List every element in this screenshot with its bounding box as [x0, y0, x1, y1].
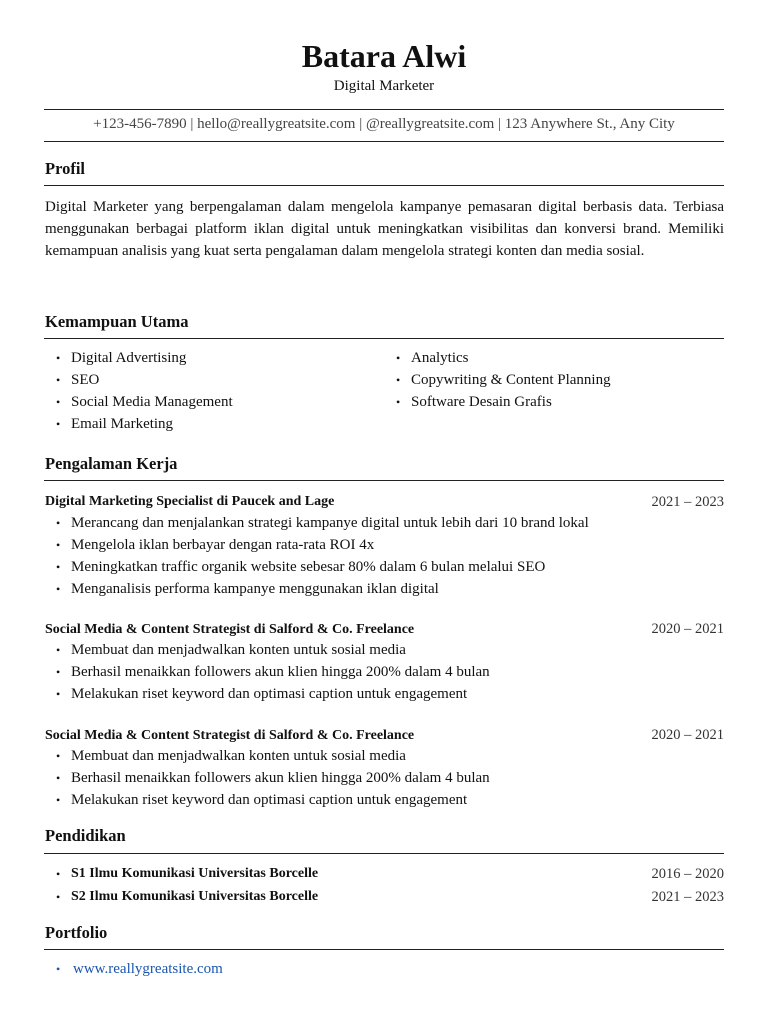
section-divider-experience [44, 480, 724, 481]
job-title: Social Media & Content Strategist di Salford & Co. Freelance [45, 622, 415, 637]
education-name: S2 Ilmu Komunikasi Universitas Borcelle [71, 889, 319, 904]
job-bullet: • Meningkatkan traffic organik website sebesar 80% dalam 6 bulan melalui SEO [45, 556, 589, 578]
section-title-experience: Pengalaman Kerja [45, 454, 178, 473]
job-bullet: • Mengelola iklan berbayar dengan rata-rata ROI 4x [45, 534, 589, 556]
job-bullets [45, 745, 490, 811]
section-title-skills: Kemampuan Utama [45, 312, 189, 331]
section-title-profil: Profil [45, 159, 86, 178]
job-bullet: • Melakukan riset keyword dan optimasi caption untuk engagement [45, 683, 490, 705]
skill-item: • SEO [45, 369, 233, 391]
section-title-education: Pendidikan [45, 826, 126, 845]
job-bullet: • Melakukan riset keyword dan optimasi caption untuk engagement [45, 789, 490, 811]
skill-item: • Email Marketing [45, 413, 233, 435]
job-title: Social Media & Content Strategist di Salford & Co. Freelance [45, 728, 415, 743]
skill-item: • Digital Advertising [45, 347, 233, 369]
section-divider-education [44, 853, 724, 854]
bullet-icon: • [56, 867, 61, 881]
education-name: S1 Ilmu Komunikasi Universitas Borcelle [71, 866, 319, 881]
job-bullet: • Berhasil menaikkan followers akun klien hingga 200% dalam 4 bulan [45, 661, 490, 683]
job-bullet: • Menganalisis performa kampanye menggunakan iklan digital [45, 578, 589, 600]
contact-line: +123-456-7890 | hello@reallygreatsite.com | @reallygreatsite.com | 123 Anywhere St., Any City [93, 116, 675, 132]
skill-item: • Social Media Management [45, 391, 233, 413]
candidate-name: Batara Alwi [301, 38, 467, 74]
header-divider-bottom [44, 141, 724, 142]
job-bullets [45, 639, 490, 705]
job-dates: 2020 – 2021 [651, 621, 724, 637]
section-divider-portfolio [44, 949, 724, 950]
section-divider-skills [44, 338, 724, 339]
portfolio-link[interactable]: www.reallygreatsite.com [73, 961, 223, 977]
job-bullet: • Berhasil menaikkan followers akun klien hingga 200% dalam 4 bulan [45, 767, 490, 789]
bullet-icon: • [56, 962, 61, 976]
job-bullet: • Membuat dan menjadwalkan konten untuk sosial media [45, 639, 490, 661]
bullet-icon: • [56, 890, 61, 904]
skills-list-left [45, 347, 233, 435]
job-bullets [45, 512, 589, 600]
job-title: Digital Marketing Specialist di Paucek and Lage [45, 494, 335, 509]
skill-item: • Analytics [385, 347, 611, 369]
job-dates: 2021 – 2023 [651, 494, 724, 510]
education-dates: 2021 – 2023 [651, 889, 724, 905]
candidate-role: Digital Marketer [333, 78, 435, 94]
job-bullet: • Merancang dan menjalankan strategi kampanye digital untuk lebih dari 10 brand lokal [45, 512, 589, 534]
job-bullet: • Membuat dan menjadwalkan konten untuk sosial media [45, 745, 490, 767]
skill-item: • Software Desain Grafis [385, 391, 611, 413]
skill-item: • Copywriting & Content Planning [385, 369, 611, 391]
profil-text: Digital Marketer yang berpengalaman dalam mengelola kampanye pemasaran digital berbasis data. Terbiasa menggunakan berbagai platform iklan digital untuk meningkatkan visibilitas dan konversi brand. Memiliki kemampuan analisis yang kuat serta pengalaman dalam mengelola strategi konten dan media sosial. [45, 199, 724, 259]
job-dates: 2020 – 2021 [651, 727, 724, 743]
education-item [45, 887, 724, 907]
education-dates: 2016 – 2020 [651, 866, 724, 882]
section-title-portfolio: Portfolio [45, 923, 108, 942]
education-item [45, 864, 724, 884]
skills-list-right [385, 347, 611, 413]
header-divider-top [44, 109, 724, 110]
section-divider-profil [44, 185, 724, 186]
